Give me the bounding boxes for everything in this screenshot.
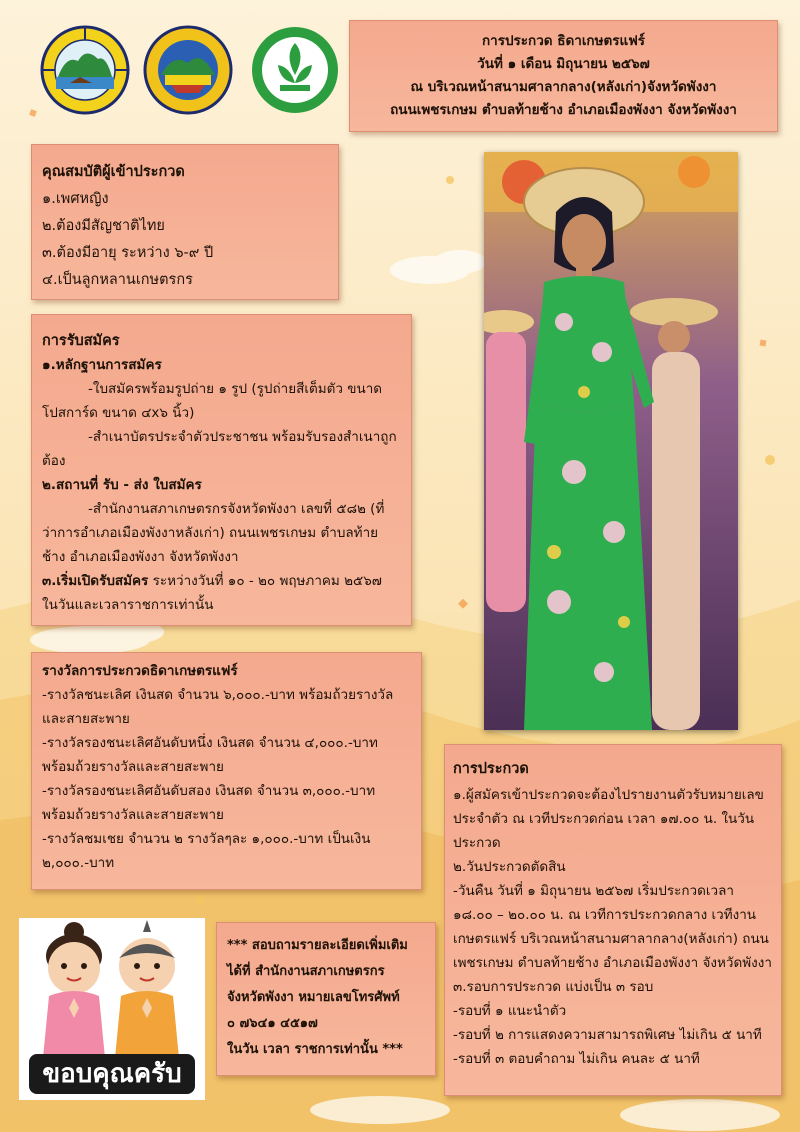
contest-title: การประกวด [453,761,529,777]
contact-phone: ๐ ๗๖๔๑ ๔๕๑๗ [227,1016,318,1031]
contestant-photo-icon [484,152,738,730]
prize-item: -รางวัลรองชนะเลิศอันดับสอง เงินสด จำนวน ๓,๐๐๐.-บาท พร้อมถ้วยรางวัลและสายสะพาย [42,783,376,823]
event-title: การประกวด ธิดาเกษตรแฟร์ [481,33,646,49]
qualifications-title: คุณสมบัติผู้เข้าประกวด [42,164,185,180]
qualification-item: ๒.ต้องมีสัญชาติไทย [42,218,165,234]
registration-title: การรับสมัคร [42,333,120,349]
prizes-title: รางวัลการประกวดธิดาเกษตรแฟร์ [42,663,238,679]
provincial-seal-icon [40,25,130,115]
registration-section [31,314,412,626]
contest-item: ๑.ผู้สมัครเข้าประกวดจะต้องไปรายงานตัวรับหมายเลขประจำตัว ณ เวทีประกวดก่อน เวลา ๑๗.๐๐ น. ในวันประกวด [453,787,764,851]
submission-place-title: ๒.สถานที่ รับ - ส่ง ใบสมัคร [42,477,202,493]
contest-section [444,744,782,1096]
documents-title: ๑.หลักฐานการสมัคร [42,357,162,373]
prize-item: -รางวัลชมเชย จำนวน ๒ รางวัลๆละ ๑,๐๐๐.-บาท เป็นเงิน ๒,๐๐๐.-บาท [42,831,371,871]
contact-line: *** สอบถามรายละเอียดเพิ่มเติม [227,938,408,953]
qualification-item: ๓.ต้องมีอายุ ระหว่าง ๖-๙ ปี [42,245,214,261]
event-header [349,20,778,132]
thank-you-card [19,918,205,1100]
registration-period [42,569,401,617]
event-date: วันที่ ๑ เดือน มิถุนายน ๒๕๖๗ [477,56,650,72]
documents-photo: -ใบสมัครพร้อมรูปถ่าย ๑ รูป (รูปถ่ายสีเต็มตัว ขนาดโปสการ์ด ขนาด ๔x๖ นิ้ว) [42,381,383,421]
contest-item: -รอบที่ ๒ การแสดงความสามารถพิเศษ ไม่เกิน ๕ นาที [453,1027,762,1043]
event-venue: ณ บริเวณหน้าสนามศาลากลาง(หลังเก่า)จังหวัดพังงา [410,79,717,95]
contest-item: -วันคืน วันที่ ๑ มิถุนายน ๒๕๖๗ เริ่มประกวดเวลา ๑๘.๐๐ – ๒๐.๐๐ น. ณ เวทีการประกวดกลาง เวทีงานเกษตรแฟร์ บริเวณหน้าสนามศาลากลาง(หลังเก่า) ถนนเพชรเกษม ตำบลท้ายช้าง อำเภอเมืองพังงา จังหวัดพังงา [453,883,772,971]
thank-you-text: ขอบคุณครับ [29,1054,195,1094]
contest-item: ๓.รอบการประกวด แบ่งเป็น ๓ รอบ [453,979,654,995]
contact-section [216,922,436,1076]
event-address: ถนนเพชรเกษม ตำบลท้ายช้าง อำเภอเมืองพังงา จังหวัดพังงา [390,102,737,118]
qualification-item: ๔.เป็นลูกหลานเกษตรกร [42,272,193,288]
provincial-administration-seal-icon [143,25,233,115]
registration-period-title: ๓.เริ่มเปิดรับสมัคร [42,573,149,589]
contest-item: ๒.วันประกวดตัดสิน [453,859,566,875]
documents-id-card: -สำเนาบัตรประจำตัวประชาชน พร้อมรับรองสำเนาถูกต้อง [42,429,397,469]
prize-item: -รางวัลรองชนะเลิศอันดับหนึ่ง เงินสด จำนวน ๔,๐๐๐.-บาท พร้อมถ้วยรางวัลและสายสะพาย [42,735,378,775]
qualification-item: ๑.เพศหญิง [42,191,109,207]
prize-item: -รางวัลชนะเลิศ เงินสด จำนวน ๖,๐๐๐.-บาท พร้อมถ้วยรางวัลและสายสะพาย [42,687,394,727]
farmers-council-seal-icon [250,25,340,115]
contest-item: -รอบที่ ๓ ตอบคำถาม ไม่เกิน คนละ ๕ นาที [453,1051,700,1067]
prizes-section [31,652,422,890]
contact-line: ในวัน เวลา ราชการเท่านั้น *** [227,1042,403,1057]
contact-line: ได้ที่ สำนักงานสภาเกษตรกร [227,964,385,979]
contest-item: -รอบที่ ๑ แนะนำตัว [453,1003,567,1019]
qualifications-section [31,144,339,300]
contact-line: จังหวัดพังงา หมายเลขโทรศัพท์ [227,990,400,1005]
registration-period-text: ระหว่างวันที่ ๑๐ - ๒๐ พฤษภาคม ๒๕๖๗ ในวันและเวลาราชการเท่านั้น [42,573,382,613]
submission-place: -สำนักงานสภาเกษตรกรจังหวัดพังงา เลขที่ ๕๘๒ (ที่ว่าการอำเภอเมืองพังงาหลังเก่า) ถนนเพชรเกษม ตำบลท้ายช้าง อำเภอเมืองพังงา จังหวัดพังงา [42,501,385,565]
